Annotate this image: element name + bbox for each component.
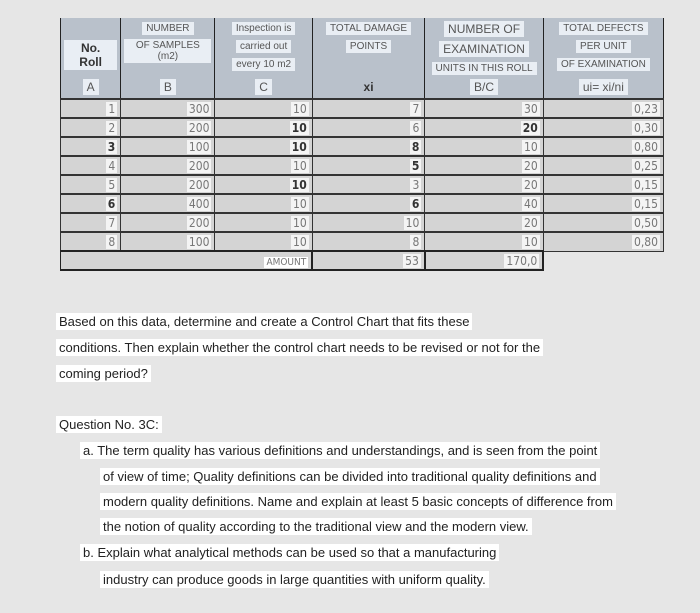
defects-table [60, 18, 664, 271]
question-text-3: coming period? [56, 366, 151, 381]
total-row [61, 251, 664, 270]
table-cell: 20 [522, 120, 538, 135]
table-cell: 0,15 [633, 196, 658, 211]
table-cell: 10 [293, 101, 307, 116]
table-cell: 4 [108, 158, 116, 173]
header-line: every 10 m2 [232, 58, 295, 71]
table-cell: 8 [411, 139, 420, 154]
table-cell: 6 [411, 196, 420, 211]
table-cell: 3 [412, 177, 420, 192]
table-cell: 30 [524, 101, 538, 116]
table-row [61, 232, 664, 251]
table-cell: 200 [188, 215, 210, 230]
table-cell: 10 [293, 215, 307, 230]
table-cell: 10 [405, 215, 420, 230]
table-row [61, 118, 664, 137]
column-letter: B [160, 79, 176, 95]
table-cell: 5 [411, 158, 420, 173]
table-cell: 400 [188, 196, 210, 211]
table-cell: 200 [188, 120, 210, 135]
table-cell: 8 [108, 234, 116, 249]
table-cell: 200 [188, 158, 210, 173]
table-cell: 8 [412, 234, 420, 249]
column-letter: B/C [470, 79, 498, 95]
header-line: PER UNIT [576, 40, 631, 53]
column-header [61, 18, 121, 99]
table-cell: 10 [293, 234, 307, 249]
header-line: UNITS IN THIS ROLL [432, 62, 537, 75]
table-cell: 10 [291, 139, 307, 154]
column-header [312, 18, 425, 99]
table-cell: 1 [108, 101, 116, 116]
question-heading: Question No. 3C: [56, 417, 162, 432]
table-row [61, 137, 664, 156]
table-cell: 20 [524, 215, 538, 230]
table-cell: 0,80 [633, 139, 658, 154]
table-cell: 20 [524, 158, 538, 173]
total-xi: 53 [405, 253, 419, 268]
column-header [121, 18, 215, 99]
table-row [61, 156, 664, 175]
table-cell: 3 [107, 139, 116, 154]
table-cell: 100 [188, 139, 210, 154]
header-line: TOTAL DAMAGE [326, 22, 411, 35]
header-line: No. Roll [64, 40, 117, 70]
header-line: TOTAL DEFECTS [559, 22, 647, 35]
table-cell: 2 [108, 120, 116, 135]
item-a-line-4: the notion of quality according to the traditional view and the modern view. [100, 519, 532, 534]
table-cell: 40 [524, 196, 538, 211]
table-cell: 10 [524, 234, 538, 249]
header-line: carried out [236, 40, 291, 53]
item-a-line-1: a. The term quality has various definitions and understandings, and is seen from the point [80, 443, 600, 458]
table-row [61, 194, 664, 213]
table-cell: 0,23 [633, 101, 658, 116]
table-cell: 300 [188, 101, 210, 116]
table-cell: 7 [108, 215, 116, 230]
question-text-2: conditions. Then explain whether the control chart needs to be revised or not for the [56, 340, 543, 355]
item-a-line-2: of view of time; Quality definitions can be divided into traditional quality definitions and [100, 469, 600, 484]
table-row [61, 99, 664, 118]
column-header [425, 18, 543, 99]
column-letter: ui= xi/ni [579, 79, 628, 95]
header-line: EXAMINATION [439, 41, 529, 57]
table-cell: 20 [524, 177, 538, 192]
table-cell: 10 [293, 196, 307, 211]
total-units: 170,0 [506, 253, 538, 268]
column-header [543, 18, 663, 99]
table-row [61, 213, 664, 232]
item-b-line-1: b. Explain what analytical methods can be used so that a manufacturing [80, 545, 499, 560]
table-cell: 200 [188, 177, 210, 192]
table-cell: 0,15 [633, 177, 658, 192]
table-cell: 10 [524, 139, 538, 154]
table-cell: 10 [293, 158, 307, 173]
header-line: NUMBER OF [444, 21, 524, 37]
header-line: POINTS [346, 40, 391, 53]
header-line: OF SAMPLES (m2) [124, 39, 211, 63]
header-line: NUMBER [142, 22, 193, 35]
header-line: OF EXAMINATION [557, 58, 650, 71]
item-b-line-2: industry can produce goods in large quantities with uniform quality. [100, 572, 489, 587]
table-cell: 100 [188, 234, 210, 249]
item-a-line-3: modern quality definitions. Name and explain at least 5 basic concepts of difference from [100, 494, 616, 509]
column-header [215, 18, 312, 99]
table-row [61, 175, 664, 194]
table-cell: 7 [412, 101, 420, 116]
table-cell: 0,80 [633, 234, 658, 249]
table-cell: 5 [108, 177, 116, 192]
column-letter: xi [363, 80, 374, 94]
table-cell: 10 [291, 177, 307, 192]
table-cell: 6 [412, 120, 420, 135]
question-text-1: Based on this data, determine and create a Control Chart that fits these [56, 314, 472, 329]
header-line: Inspection is [232, 22, 296, 35]
column-letter: A [83, 79, 99, 95]
column-letter: C [255, 79, 272, 95]
table-cell: 0,30 [633, 120, 658, 135]
table-cell: 6 [107, 196, 116, 211]
table-cell: 0,50 [633, 215, 658, 230]
total-label: AMOUNT [266, 256, 307, 268]
table-cell: 0,25 [633, 158, 658, 173]
table-cell: 10 [291, 120, 307, 135]
